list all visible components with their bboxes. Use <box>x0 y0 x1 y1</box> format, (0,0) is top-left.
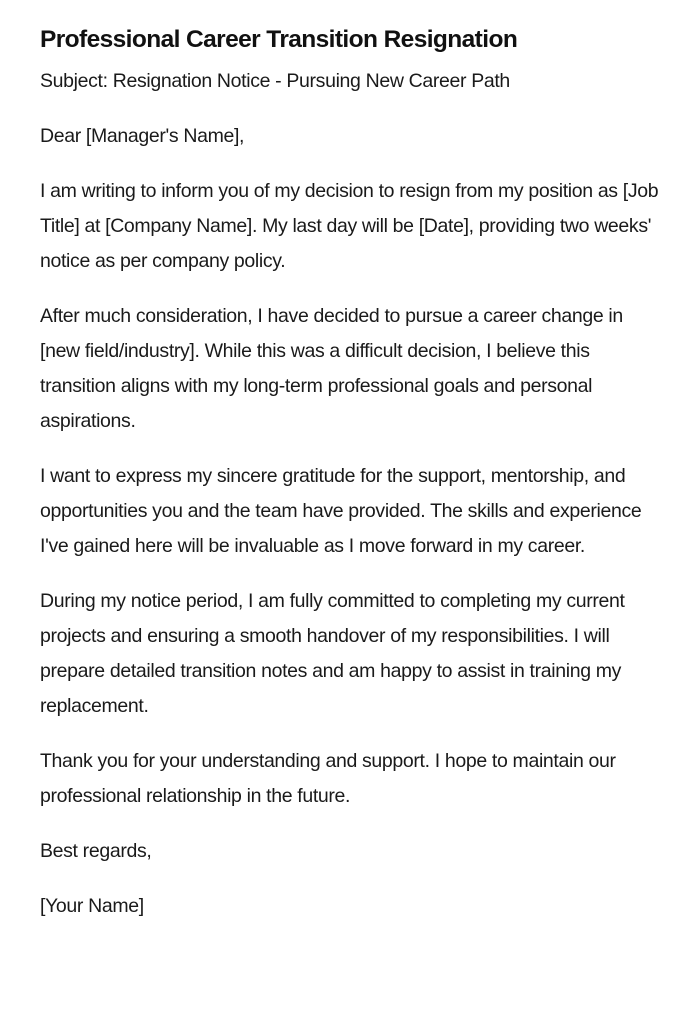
paragraph-gratitude: I want to express my sincere gratitude for the support, mentorship, and opportunities you and the team have provided. The skills and experience I've gained here will be invaluable as I move forward in my career. <box>40 465 642 557</box>
paragraph-resignation-notice: I am writing to inform you of my decision to resign from my position as [Job Title] at [Company Name]. My last day will be [Date], providing two weeks' notice as per company policy. <box>40 180 659 272</box>
closing: Best regards, <box>40 840 152 862</box>
paragraph-career-change: After much consideration, I have decided to pursue a career change in [new field/industry]. While this was a difficult decision, I believe this transition aligns with my long-term professional goals and personal aspirations. <box>40 305 623 432</box>
signature: [Your Name] <box>40 895 144 917</box>
greeting: Dear [Manager's Name], <box>40 125 245 147</box>
paragraph-handover: During my notice period, I am fully committed to completing my current projects and ensuring a smooth handover of my responsibilities. I will prepare detailed transition notes and am happy to assist in training my replacement. <box>40 590 625 717</box>
subject-line: Subject: Resignation Notice - Pursuing New Career Path <box>40 70 510 92</box>
document-title: Professional Career Transition Resignation <box>40 26 518 53</box>
paragraph-thanks: Thank you for your understanding and support. I hope to maintain our professional relationship in the future. <box>40 750 616 807</box>
